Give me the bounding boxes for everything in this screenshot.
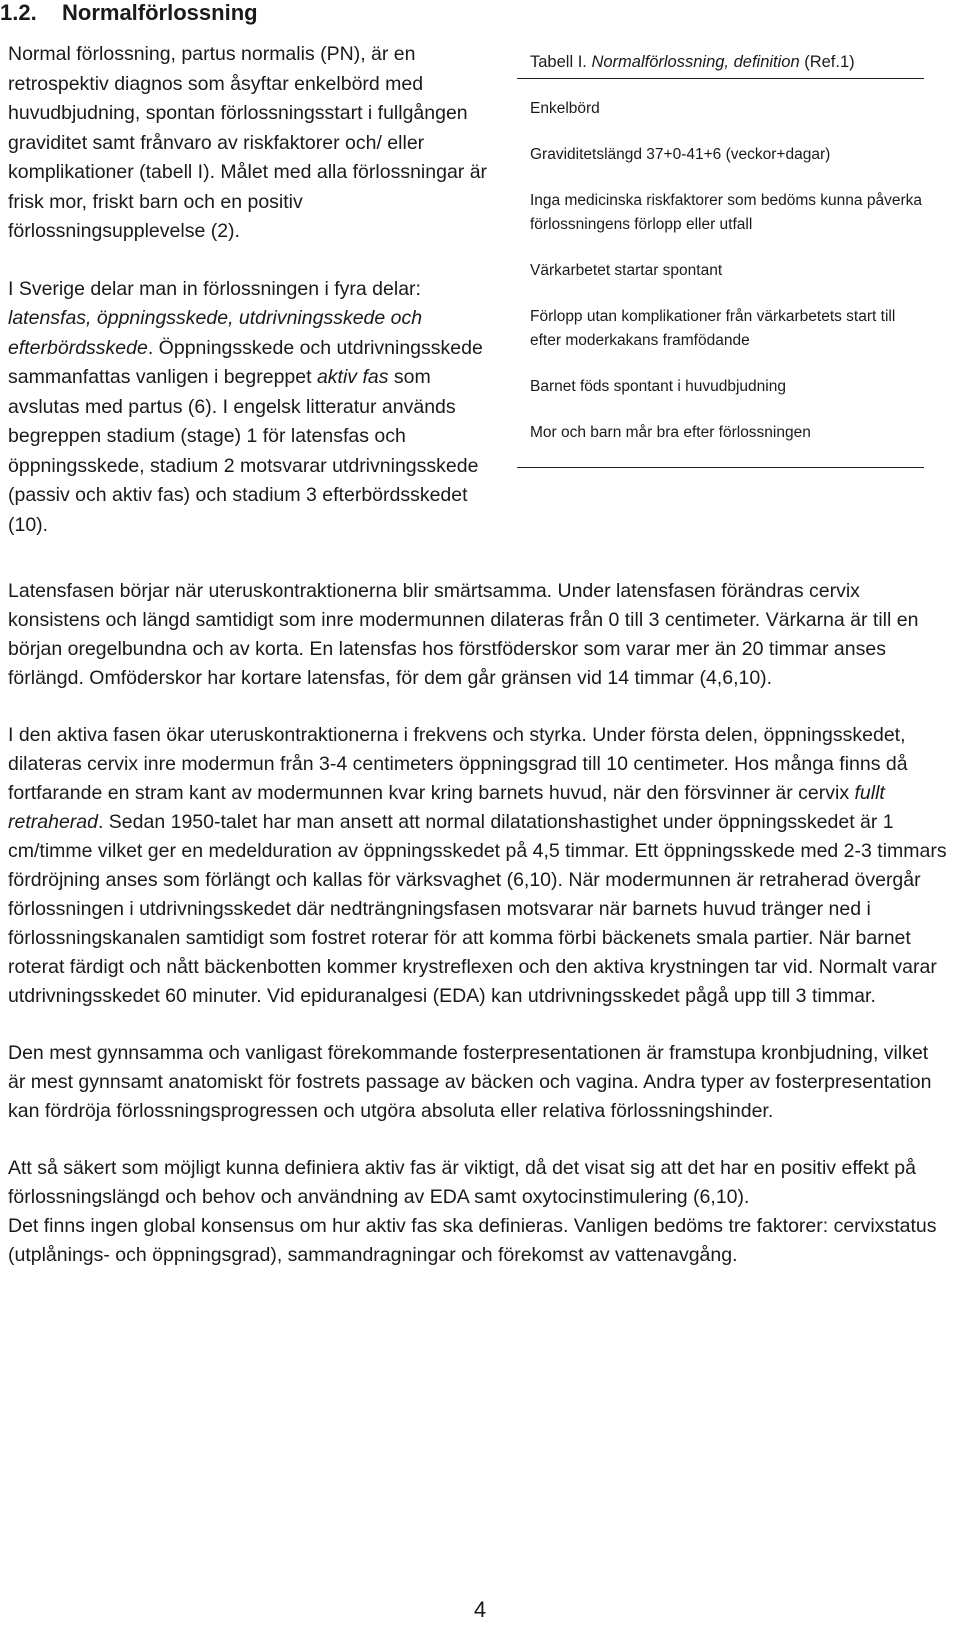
phases-paragraph [8,275,500,541]
table-row: Mor och barn mår bra efter förlossningen [530,424,811,441]
table-row: Inga medicinska riskfaktorer som bedöms kunna påverka förlossningens förlopp eller utfall [530,192,922,233]
section-title: Normalförlossning [62,0,258,25]
phases-text-a: I Sverige delar man in förlossningen i fyra delar: [8,277,421,300]
left-column [8,40,500,540]
table-bottom-rule [517,467,924,468]
table-row: Enkelbörd [530,100,600,117]
definition-importance-paragraph: Att så säkert som möjligt kunna definiera aktiv fas är viktigt, då det visat sig att det har en positiv effekt på förlossningslängd och behov och användning av EDA samt oxytocinstimulering (6,10). [8,1157,916,1208]
active-text-a: I den aktiva fasen ökar uteruskontraktionerna i frekvens och styrka. Under första delen, öppningsskedet, dilateras cervix inre modermun från 3-4 centimeters öppningsgrad till 10 centimeter. Hos många finns då fortfarande en stram kant av modermunnen kvar kring barnets huvud, när den försvinner är cervix [8,724,908,804]
page-number: 4 [473,1597,487,1622]
table-caption [517,52,924,72]
active-phase-paragraph [8,721,948,1011]
caption-ref: (Ref.1) [799,53,855,71]
table-row: Värkarbetet startar spontant [530,262,723,279]
section-heading [0,0,258,26]
retracted-italic: fullt retraherad [8,782,885,833]
table-row: Barnet föds spontant i huvudbjudning [530,378,786,395]
table-rows [517,79,924,467]
phases-list-italic: latensfas, öppningsskede, utdrivningsskede och efterbördsskede [8,307,423,359]
phases-text-c: . Öppningsskede och utdrivningsskede sammanfattas vanligen i begreppet [8,336,483,388]
active-text-c: . Sedan 1950-talet har man ansett att normal dilatationshastighet under öppningsskedet är 1 cm/timme vilket ger en medelduration av öppningsskedet på 4,5 timmar. Ett öppningsskede med 2-3 timmars fördröjning anses som förlängt och kallas för värksvaghet (6,10). När modermunnen är retraherad övergår förlossningen i utdrivningsskedet där nedträngningsfasen motsvarar när barnets huvud tränger ned i förlossningskanalen samtidigt som fostret roterar för att komma förbi bäckenets smala partier. När barnet roterat färdigt och nått bäckenbotten kommer krystreflexen och den aktiva krystningen tar vid. Normalt varar utdrivningsskedet 60 minuter. Vid epiduranalgesi (EDA) kan utdrivningsskedet pågå upp till 3 timmar. [8,811,947,1007]
body-text [8,577,948,1270]
table-row: Graviditetslängd 37+0-41+6 (veckor+dagar) [530,146,831,163]
active-phase-italic: aktiv fas [316,366,389,388]
table-row: Förlopp utan komplikationer från värkarbetets start till efter moderkakans framfödande [530,308,896,349]
phases-text-e: som avslutas med partus (6). I engelsk litteratur används begreppen stadium (stage) 1 för latensfas och öppningsskede, stadium 2 motsvarar utdrivningsskede (passiv och aktiv fas) och stadium 3 efterbördsskedet (10). [8,366,479,536]
presentation-paragraph: Den mest gynnsamma och vanligast förekommande fosterpresentationen är framstupa kronbjudning, vilket är mest gynnsamt anatomiskt för fostrets passage av bäcken och vagina. Andra typer av fosterpresentation kan fördröja förlossningsprogressen och utgöra absoluta eller relativa förlossningshinder. [8,1042,932,1122]
intro-paragraph: Normal förlossning, partus normalis (PN), är en retrospektiv diagnos som åsyftar enkelbörd med huvudbjudning, spontan förlossningsstart i fullgången graviditet samt frånvaro av riskfaktorer och/ eller komplikationer (tabell I). Målet med alla förlossningar är frisk mor, friskt barn och en positiv förlossningsupplevelse (2). [8,43,488,242]
definition-table [517,52,924,468]
section-number: 1.2. [0,0,37,25]
caption-title: Normalförlossning, definition [591,53,800,71]
latent-phase-paragraph: Latensfasen börjar när uteruskontraktionerna blir smärtsamma. Under latensfasen förändras cervix konsistens och längd samtidigt som inre modermunnen dilateras från 0 till 3 centimeter. Värkarna är till en början oregelbundna och av korta. En latensfas hos förstföderskor som varar mer än 20 timmar anses förlängd. Omföderskor har kortare latensfas, för dem går gränsen vid 14 timmar (4,6,10). [8,580,919,689]
caption-prefix: Tabell I. [530,53,592,71]
consensus-paragraph: Det finns ingen global konsensus om hur aktiv fas ska definieras. Vanligen bedöms tre faktorer: cervixstatus (utplånings- och öppningsgrad), sammandragningar och förekomst av vattenavgång. [8,1215,937,1266]
